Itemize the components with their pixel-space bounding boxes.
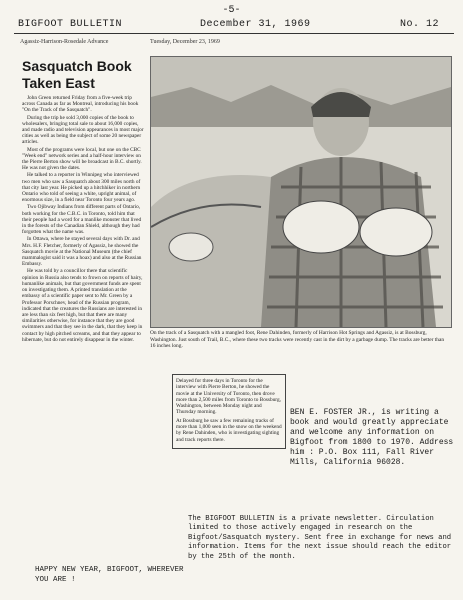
- bulletin-title: BIGFOOT BULLETIN: [18, 19, 123, 30]
- article-paragraph: During the trip he sold 3,000 copies of the book to wholesalers, bringing total sale to about 16,000 copies, and made radio and television appearances in most major cities as well as being the subject of some 20 newspaper articles.: [22, 114, 144, 146]
- foster-book-notice: BEN E. FOSTER JR., is writing a book and would greatly appreciate and welcome any information on Bigfoot from 1800 to 1970. Address him : P.O. Box 111, Fall River Mills, California 96028.: [290, 408, 454, 467]
- box-paragraph: At Bossburg he saw a few remaining tracks of more than 1,000 seen in the snow on the weekend by Rene Dahinden, who is investigating sighting and track reports there.: [176, 417, 282, 443]
- newspaper-photo: [150, 56, 452, 328]
- article-paragraph: He talked to a reporter in Winnipeg who interviewed two men who saw a Sasquatch about 300 miles north of that city last year. He picked up a hitchhiker in northern Ontario who told of seeing a white, upright animal, of enormous size, in a field near Toronto four years ago.: [22, 172, 141, 204]
- clipping-source: Agassiz-Harrison-Rosedale Advance: [20, 39, 109, 45]
- issue-number: No. 12: [400, 19, 440, 30]
- headline: Sasquatch Book Taken East: [22, 58, 132, 91]
- continued-article-box: [172, 374, 286, 449]
- article-paragraph: Two Ojibway Indians from different parts of Ontario, both working for the C.B.C. in Toronto, told him that their people had a word for a manlike monster that lived in the forests of the Canadian Shield, although they had forgotten what the name was.: [22, 204, 142, 236]
- article-paragraph: John Green returned Friday from a five-week trip across Canada as far as Montreal, introducing his book "On the Track of the Sasquatch".: [22, 95, 139, 114]
- box-paragraph: Delayed for three days in Toronto for the interview with Pierre Berton, he showed the movie at the University of Toronto, then drove more than 2,500 miles from Toronto to Bossburg, Washington, between Monday night and Thursday morning.: [176, 378, 281, 416]
- article-paragraph: Most of the programs were local, but one on the CBC "Week end" network series and a half-hour interview on the Pierre Berton show will be broadcast in B.C. shortly. He was not given the dates.: [22, 146, 142, 172]
- new-year-greeting: HAPPY NEW YEAR, BIGFOOT, WHEREVER YOU ARE !: [35, 566, 184, 584]
- article-body: [22, 95, 144, 344]
- bulletin-date: December 31, 1969: [200, 19, 311, 30]
- article-paragraph: In Ottawa, where he stayed several days with Dr. and Mrs. H.F. Fletcher, formerly of Agassiz, he showed the Sasquatch movie at the National Museum (the chief mammalogist said it was a hoax) and also at the Russian Embassy.: [22, 236, 142, 268]
- article-paragraph: He was told by a councillor there that scientific opinion in Russia also tends to frown on reports of hairy, humanlike animals, but that government funds are spent on investigating them. A printed translation at the embassy of a scientific paper sent to Mr. Green by a Professor Porschnev, head of the Russian program, indicated that the creatures the Russians are interested in are less than six feet high, but that there are many similarities otherwise, for instance that they are good swimmers and that they see in the dark, that they keep in contact by high pitched screams, and that they appear to hibernate, but do not entirely disappear in the winter.: [22, 268, 143, 343]
- newsletter-notice: The BIGFOOT BULLETIN is a private newsletter. Circulation limited to those actively engaged in research on the Bigfoot/Sasquatch mystery. Sent free in exchange for news and information. Items for the next issue should reach the editor by the 25th of the month.: [188, 515, 452, 561]
- header-rule: [14, 33, 454, 34]
- clipping-date: Tuesday, December 23, 1969: [150, 39, 220, 45]
- photo-caption: On the track of a Sasquatch with a mangled foot, Rene Dahinden, formerly of Harrison Hot Springs and Agassiz, is at Bossburg, Washington. Just south of Trail, B.C., where these two tracks were recently cast in the dirt by a garbage dump. The tracks are better than 16 inches long.: [150, 330, 445, 350]
- page-number: -5-: [222, 5, 241, 16]
- photo-image: [151, 57, 451, 327]
